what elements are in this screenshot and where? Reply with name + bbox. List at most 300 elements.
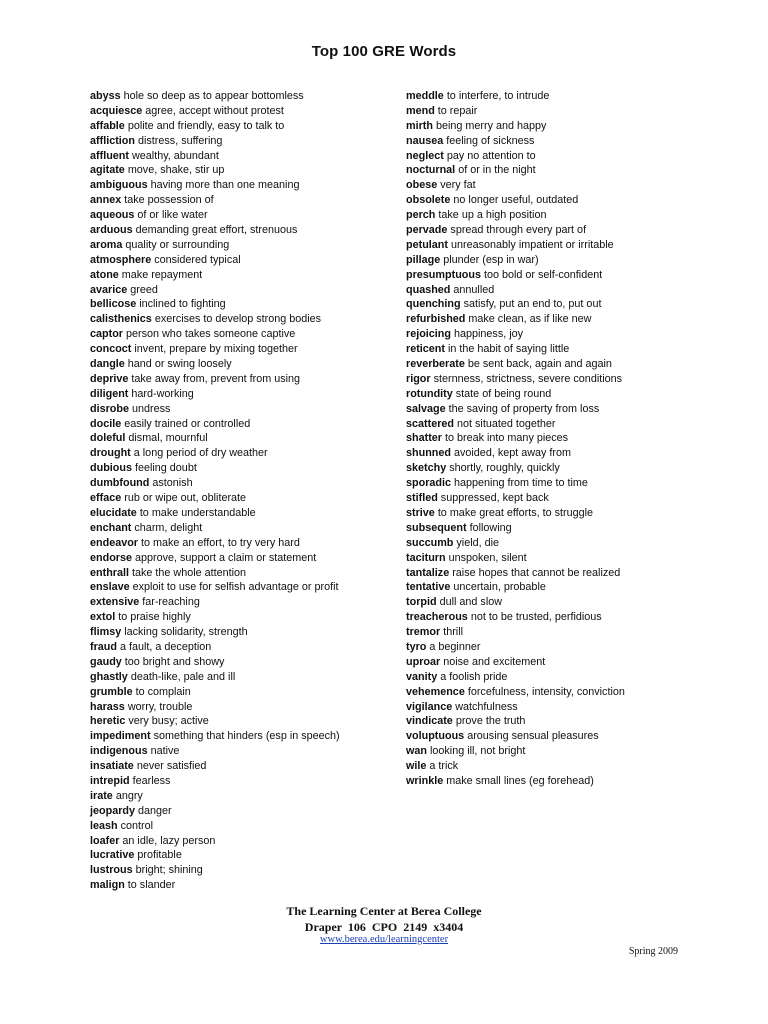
word-entry [406, 461, 706, 476]
word-entry [90, 89, 390, 104]
word-entry [90, 208, 390, 223]
left-word-column [90, 89, 390, 893]
vocab-word: dangle [90, 358, 125, 371]
vocab-word: pervade [406, 224, 448, 237]
vocab-word: obsolete [406, 194, 451, 207]
vocab-word: bellicose [90, 298, 137, 311]
word-entry [406, 372, 706, 387]
vocab-definition: to repair [437, 104, 478, 117]
vocab-definition: never satisfied [136, 760, 207, 773]
vocab-word: acquiesce [90, 104, 143, 117]
vocab-word: perch [406, 209, 436, 222]
vocab-definition: sternness, strictness, severe conditions [433, 372, 623, 385]
word-entry [90, 268, 390, 283]
vocab-word: scattered [406, 417, 455, 430]
vocab-word: tremor [406, 626, 441, 639]
vocab-definition: not situated together [457, 417, 556, 430]
vocab-definition: happiness, joy [454, 328, 524, 341]
vocab-definition: following [469, 521, 512, 534]
word-entry [90, 342, 390, 357]
vocab-definition: a beginner [429, 640, 481, 653]
word-entry [90, 714, 390, 729]
vocab-word: subsequent [406, 521, 467, 534]
vocab-definition: shortly, roughly, quickly [449, 462, 560, 475]
vocab-word: abyss [90, 90, 121, 102]
vocab-definition: to praise highly [118, 611, 191, 624]
vocab-definition: be sent back, again and again [467, 358, 612, 371]
word-entry [406, 580, 706, 595]
vocab-word: lustrous [90, 864, 133, 877]
word-entry [406, 640, 706, 655]
vocab-definition: prove the truth [455, 715, 526, 728]
vocab-definition: undress [132, 402, 171, 415]
word-entry [406, 89, 706, 104]
word-entry [406, 446, 706, 461]
vocab-definition: spread through every part of [450, 224, 587, 237]
word-entry [406, 357, 706, 372]
vocab-word: deprive [90, 372, 129, 385]
vocab-definition: take away from, prevent from using [131, 372, 301, 385]
word-entry [90, 417, 390, 432]
word-entry [90, 685, 390, 700]
word-entry [90, 357, 390, 372]
vocab-word: ambiguous [90, 179, 148, 192]
vocab-definition: avoided, kept away from [454, 447, 572, 460]
vocab-definition: hand or swing loosely [127, 358, 232, 371]
vocab-word: vindicate [406, 715, 453, 728]
word-entry [406, 178, 706, 193]
vocab-definition: control [120, 819, 154, 832]
vocab-word: quenching [406, 298, 461, 311]
vocab-word: dumbfound [90, 477, 150, 490]
word-entry [90, 551, 390, 566]
vocab-definition: a trick [429, 760, 459, 773]
word-entry [406, 327, 706, 342]
word-entry [90, 625, 390, 640]
word-entry [90, 863, 390, 878]
vocab-word: rigor [406, 372, 431, 385]
vocab-definition: plunder (esp in war) [443, 253, 539, 266]
vocab-definition: no longer useful, outdated [453, 194, 579, 207]
vocab-definition: exploit to use for selfish advantage or profit [132, 581, 339, 594]
vocab-word: intrepid [90, 774, 130, 787]
word-entry [406, 402, 706, 417]
vocab-word: harass [90, 700, 125, 713]
date-label: Spring 2009 [628, 946, 678, 957]
word-entry [90, 610, 390, 625]
vocab-word: gaudy [90, 655, 122, 668]
vocab-word: impediment [90, 730, 151, 743]
word-entry [406, 625, 706, 640]
vocab-word: insatiate [90, 760, 134, 773]
vocab-word: enchant [90, 521, 132, 534]
vocab-word: tentative [406, 581, 451, 594]
vocab-definition: an idle, lazy person [122, 834, 216, 847]
vocab-definition: happening from time to time [454, 477, 588, 490]
vocab-definition: to break into many pieces [445, 432, 569, 445]
vocab-definition: rub or wipe out, obliterate [124, 492, 247, 505]
vocab-definition: too bright and showy [124, 655, 225, 668]
word-entry [406, 759, 706, 774]
vocab-word: quashed [406, 283, 451, 296]
word-entry [90, 566, 390, 581]
word-entry [90, 238, 390, 253]
vocab-word: tyro [406, 640, 427, 653]
word-entry [90, 595, 390, 610]
vocab-word: nocturnal [406, 164, 456, 177]
vocab-definition: to slander [127, 879, 176, 892]
vocab-word: stifled [406, 492, 438, 505]
word-entry [406, 163, 706, 178]
vocab-word: elucidate [90, 506, 137, 519]
word-entry [406, 610, 706, 625]
vocab-definition: bright; shining [135, 864, 203, 877]
vocab-definition: wealthy, abundant [132, 149, 219, 162]
vocab-definition: agree, accept without protest [145, 104, 284, 117]
word-entry [90, 670, 390, 685]
vocab-word: extensive [90, 596, 140, 609]
vocab-word: fraud [90, 640, 117, 653]
vocab-definition: take up a high position [438, 209, 547, 222]
vocab-definition: unspoken, silent [448, 551, 527, 564]
vocab-word: vanity [406, 670, 438, 683]
vocab-definition: move, shake, stir up [127, 164, 225, 177]
vocab-definition: pay no attention to [446, 149, 536, 162]
vocab-word: endeavor [90, 536, 139, 549]
word-entry [406, 193, 706, 208]
vocab-word: jeopardy [90, 804, 136, 817]
vocab-definition: worry, trouble [127, 700, 193, 713]
word-entry [406, 595, 706, 610]
vocab-definition: dismal, mournful [128, 432, 208, 445]
vocab-definition: polite and friendly, easy to talk to [127, 119, 285, 132]
vocab-word: indigenous [90, 745, 148, 758]
vocab-definition: raise hopes that cannot be realized [452, 566, 621, 579]
vocab-word: atmosphere [90, 253, 152, 266]
vocab-word: vigilance [406, 700, 453, 713]
vocab-word: mirth [406, 119, 433, 132]
word-entry [90, 476, 390, 491]
word-entry [90, 327, 390, 342]
vocab-word: wile [406, 760, 427, 773]
vocab-word: nausea [406, 134, 444, 147]
vocab-word: irate [90, 789, 113, 802]
word-entry [90, 491, 390, 506]
vocab-word: heretic [90, 715, 126, 728]
vocab-definition: a fault, a deception [120, 640, 212, 653]
word-entry [406, 431, 706, 446]
vocab-word: diligent [90, 387, 129, 400]
word-entry [90, 163, 390, 178]
vocab-definition: hole so deep as to appear bottomless [123, 90, 304, 102]
vocab-definition: looking ill, not bright [430, 745, 526, 758]
vocab-word: doleful [90, 432, 126, 445]
word-entry [406, 506, 706, 521]
vocab-definition: make clean, as if like new [468, 313, 592, 326]
vocab-word: petulant [406, 238, 448, 251]
vocab-word: uproar [406, 655, 441, 668]
vocab-word: enthrall [90, 566, 129, 579]
vocab-definition: fearless [132, 774, 171, 787]
vocab-word: agitate [90, 164, 125, 177]
word-entry [406, 149, 706, 164]
word-entry [90, 297, 390, 312]
vocab-word: affluent [90, 149, 129, 162]
word-entry [406, 536, 706, 551]
vocab-word: malign [90, 879, 125, 892]
vocab-definition: a foolish pride [440, 670, 508, 683]
word-entry [90, 104, 390, 119]
vocab-word: grumble [90, 685, 133, 698]
vocab-definition: suppressed, kept back [440, 492, 549, 505]
vocab-definition: having more than one meaning [150, 179, 300, 192]
vocab-definition: far-reaching [142, 596, 200, 609]
vocab-word: wrinkle [406, 774, 444, 787]
word-entry [406, 491, 706, 506]
vocab-word: salvage [406, 402, 446, 415]
word-entry [90, 789, 390, 804]
word-entry [406, 521, 706, 536]
vocab-definition: considered typical [154, 253, 241, 266]
word-entry [90, 372, 390, 387]
word-entry [406, 283, 706, 298]
word-entry [406, 104, 706, 119]
vocab-word: strive [406, 506, 435, 519]
vocab-word: calisthenics [90, 313, 152, 326]
word-entry [406, 714, 706, 729]
vocab-word: lucrative [90, 849, 135, 862]
word-entry [90, 119, 390, 134]
vocab-definition: make small lines (eg forehead) [446, 774, 594, 787]
word-entry [90, 312, 390, 327]
word-entry [406, 342, 706, 357]
vocab-word: aqueous [90, 209, 135, 222]
vocab-word: concoct [90, 343, 132, 356]
vocab-definition: in the habit of saying little [448, 343, 570, 356]
word-entry [406, 312, 706, 327]
word-entry [90, 283, 390, 298]
vocab-definition: astonish [152, 477, 193, 490]
word-entry [90, 759, 390, 774]
vocab-word: pillage [406, 253, 441, 266]
vocab-word: disrobe [90, 402, 129, 415]
word-entry [406, 700, 706, 715]
vocab-word: flimsy [90, 626, 122, 639]
vocab-word: wan [406, 745, 427, 758]
vocab-word: reticent [406, 343, 446, 356]
vocab-definition: danger [138, 804, 172, 817]
vocab-definition: take possession of [124, 194, 214, 207]
vocab-definition: person who takes someone captive [126, 328, 296, 341]
vocab-word: aroma [90, 238, 123, 251]
word-entry [90, 729, 390, 744]
vocab-word: enslave [90, 581, 130, 594]
word-entry [406, 387, 706, 402]
word-entry [406, 744, 706, 759]
vocab-definition: to complain [135, 685, 191, 698]
vocab-word: rejoicing [406, 328, 451, 341]
vocab-word: docile [90, 417, 122, 430]
vocab-word: taciturn [406, 551, 446, 564]
vocab-definition: to make an effort, to try very hard [141, 536, 300, 549]
word-entry [90, 804, 390, 819]
word-entry [406, 417, 706, 432]
word-entry [90, 878, 390, 893]
vocab-word: obese [406, 179, 438, 192]
footer-organization: The Learning Center at Berea College [286, 904, 482, 918]
vocab-definition: angry [115, 789, 143, 802]
vocab-word: affable [90, 119, 125, 132]
word-entry [406, 729, 706, 744]
word-entry [90, 536, 390, 551]
vocab-definition: very fat [440, 179, 476, 192]
word-entry [90, 431, 390, 446]
vocab-definition: lacking solidarity, strength [124, 626, 248, 639]
vocab-definition: make repayment [121, 268, 203, 281]
vocab-word: ghastly [90, 670, 128, 683]
vocab-word: extol [90, 611, 116, 624]
vocab-definition: very busy; active [128, 715, 209, 728]
word-entry [90, 178, 390, 193]
word-entry [90, 223, 390, 238]
word-entry [406, 774, 706, 789]
vocab-word: neglect [406, 149, 444, 162]
word-entry [406, 566, 706, 581]
vocab-word: loafer [90, 834, 120, 847]
vocab-word: sketchy [406, 462, 447, 475]
word-entry [90, 253, 390, 268]
vocab-word: meddle [406, 90, 444, 102]
word-entry [406, 297, 706, 312]
vocab-word: annex [90, 194, 122, 207]
vocab-definition: distress, suffering [138, 134, 223, 147]
vocab-definition: feeling of sickness [446, 134, 535, 147]
word-entry [90, 700, 390, 715]
vocab-word: captor [90, 328, 123, 341]
vocab-word: drought [90, 447, 131, 460]
word-entry [90, 640, 390, 655]
word-entry [90, 834, 390, 849]
vocab-definition: a long period of dry weather [133, 447, 268, 460]
vocab-word: dubious [90, 462, 132, 475]
right-word-column [406, 89, 706, 789]
vocab-definition: to make understandable [139, 506, 256, 519]
word-entry [406, 670, 706, 685]
vocab-definition: thrill [443, 626, 463, 639]
vocab-definition: watchfulness [455, 700, 518, 713]
vocab-word: leash [90, 819, 118, 832]
vocab-word: refurbished [406, 313, 466, 326]
vocab-word: endorse [90, 551, 133, 564]
page-title: Top 100 GRE Words [311, 43, 457, 60]
vocab-word: avarice [90, 283, 128, 296]
vocab-definition: invent, prepare by mixing together [134, 343, 298, 356]
vocab-definition: approve, support a claim or statement [135, 551, 317, 564]
vocab-definition: profitable [137, 849, 182, 862]
vocab-definition: to interfere, to intrude [446, 90, 550, 102]
word-entry [406, 119, 706, 134]
vocab-definition: hard-working [131, 387, 194, 400]
vocab-definition: of or in the night [458, 164, 536, 177]
word-entry [90, 193, 390, 208]
vocab-definition: unreasonably impatient or irritable [451, 238, 614, 251]
word-entry [90, 387, 390, 402]
word-entry [406, 238, 706, 253]
word-entry [406, 551, 706, 566]
vocab-word: sporadic [406, 477, 452, 490]
vocab-definition: satisfy, put an end to, put out [463, 298, 602, 311]
vocab-word: presumptuous [406, 268, 481, 281]
vocab-definition: something that hinders (esp in speech) [153, 730, 340, 743]
website-link[interactable]: www.berea.edu/learningcenter [319, 934, 449, 945]
vocab-definition: too bold or self-confident [483, 268, 603, 281]
vocab-word: voluptuous [406, 730, 465, 743]
vocab-definition: dull and slow [439, 596, 503, 609]
vocab-word: reverberate [406, 358, 465, 371]
vocab-word: shatter [406, 432, 443, 445]
word-entry [90, 521, 390, 536]
word-entry [406, 655, 706, 670]
vocab-definition: native [150, 745, 180, 758]
vocab-definition: uncertain, probable [453, 581, 546, 594]
word-entry [90, 774, 390, 789]
word-entry [90, 506, 390, 521]
word-entry [90, 402, 390, 417]
vocab-word: rotundity [406, 387, 453, 400]
word-entry [90, 149, 390, 164]
vocab-definition: not to be trusted, perfidious [470, 611, 602, 624]
word-entry [90, 819, 390, 834]
vocab-definition: the saving of property from loss [448, 402, 600, 415]
word-entry [90, 446, 390, 461]
word-entry [90, 461, 390, 476]
word-entry [90, 744, 390, 759]
word-entry [406, 268, 706, 283]
word-entry [406, 685, 706, 700]
vocab-word: arduous [90, 224, 133, 237]
word-entry [406, 208, 706, 223]
vocab-definition: inclined to fighting [139, 298, 226, 311]
footer-contact: Draper 106 CPO 2149 x3404 [304, 920, 464, 934]
vocab-definition: forcefulness, intensity, conviction [467, 685, 625, 698]
vocab-definition: annulled [453, 283, 495, 296]
vocab-word: tantalize [406, 566, 450, 579]
vocab-word: atone [90, 268, 119, 281]
vocab-definition: easily trained or controlled [124, 417, 251, 430]
word-entry [90, 655, 390, 670]
vocab-definition: greed [130, 283, 158, 296]
vocab-word: mend [406, 104, 435, 117]
vocab-definition: arousing sensual pleasures [467, 730, 599, 743]
vocab-definition: being merry and happy [436, 119, 547, 132]
vocab-definition: take the whole attention [132, 566, 247, 579]
vocab-word: shunned [406, 447, 451, 460]
vocab-definition: yield, die [456, 536, 500, 549]
vocab-word: succumb [406, 536, 454, 549]
word-entry [406, 476, 706, 491]
footer-link-line [0, 934, 768, 945]
word-entry [406, 223, 706, 238]
vocab-definition: noise and excitement [443, 655, 546, 668]
word-entry [406, 134, 706, 149]
vocab-definition: to make great efforts, to struggle [437, 506, 594, 519]
vocab-definition: feeling doubt [134, 462, 197, 475]
vocab-definition: charm, delight [134, 521, 203, 534]
vocab-word: vehemence [406, 685, 465, 698]
word-entry [90, 134, 390, 149]
vocab-definition: state of being round [455, 387, 552, 400]
word-entry [406, 253, 706, 268]
